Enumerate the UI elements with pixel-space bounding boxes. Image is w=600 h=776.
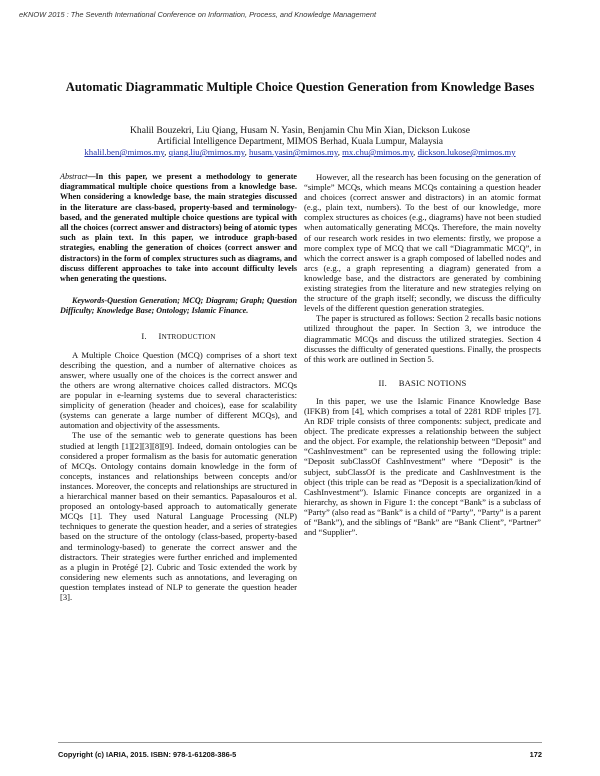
keywords: Keywords-Question Generation; MCQ; Diagram; Graph; Question Difficulty; Knowledge Base; Ontology; Islamic Finance. <box>60 296 297 316</box>
left-column <box>60 172 297 602</box>
section-heading-introduction <box>60 331 297 342</box>
body-paragraph: In this paper, we use the Islamic Finance Knowledge Base (IFKB) from [4], which comprises a total of 2281 RDF triples [7]. An RDF triple consists of three components: subject, predicate and object. The predicate expresses a relationship between the subject and the object. For example, the relationship between “Deposit” and “CashInvestment” can be represented using the following triple: “Deposit subClassOf CashInvestment” where “Deposit” is the subject, subClassOf is the predicate and CashInvestment is the object (this triple can be read as “Deposit is a specialization/kind of CashInvestment”). Islamic Finance concepts are organized in a hierarchy, as shown in Figure 1: the concept “Bank” is a subclass of “Party” (also read as “Bank” is a child of “Party”, “Party” is a parent of “Bank”), and the siblings of “Bank” are “Bank Client”, “Partner” and “Supplier”. <box>304 395 541 538</box>
page-number: 172 <box>529 750 542 759</box>
body-paragraph: The paper is structured as follows: Section 2 recalls basic notions utilized throughout the paper. In Section 3, we introduce the diagrammatic MCQs and discuss the utilized strategies. Section 4 discusses the difficulty of generated questions. Finally, the prospects of this work are outlined in Section 5. <box>304 313 541 364</box>
conference-header: eKNOW 2015 : The Seventh International Conference on Information, Process, and Knowledge Management <box>19 10 377 19</box>
paper-title: Automatic Diagrammatic Multiple Choice Question Generation from Knowledge Bases <box>65 80 535 94</box>
email-link[interactable]: husam.yasin@mimos.my <box>249 147 338 157</box>
body-paragraph: However, all the research has been focusing on the generation of “simple” MCQs, which means MCQs containing a question header and choices (correct answer and distractors) in an atomic format (e.g., plain text, numbers). To the best of our knowledge, more complex structures as choices (e.g., diagrams) have not been studied when automatically generating MCQs. Therefore, the main novelty of our research work resides in two elements: firstly, we propose a more complex type of MCQ that we call “Diagrammatic MCQ”, in which the correct answer is a graph composed of labelled nodes and arcs (e.g., a graph representing a diagram) generated from a knowledge base, and the distractors are generated by combining existing strategies from the literature and new strategies relying on the structure of the graph itself; secondly, we discuss the difficulty levels of the different question generation strategies. <box>304 172 541 314</box>
abstract <box>60 172 297 284</box>
section-heading-basic-notions <box>304 378 541 388</box>
section-initial: I <box>158 330 162 341</box>
section-title-rest: NTRODUCTION <box>161 332 216 341</box>
section-number: I. <box>141 330 147 341</box>
body-paragraph: A Multiple Choice Question (MCQ) comprises of a short text describing the question, and a number of alternative choices as answer, where usually one of the choices is the correct answer and the others are wrong alternative choices called distractors. MCQs are popular in e-learning systems due to several characteristics: simplicity of generation (header and choices), ease for scalability (systems can generate a large number of different MCQs), and automation and objectivity of the assessments. <box>60 349 297 431</box>
footer-rule <box>58 742 542 743</box>
abstract-label: Abstract <box>60 172 88 181</box>
affiliation: Artificial Intelligence Department, MIMOS Berhad, Kuala Lumpur, Malaysia <box>157 136 443 146</box>
section-title: BASIC NOTIONS <box>398 377 467 388</box>
email-link[interactable]: khalil.ben@mimos.my <box>84 147 165 157</box>
body-paragraph: The use of the semantic web to generate questions has been studied at length [1][2][3][8][9]. Indeed, domain ontologies can be considered a proper formalism as the basis for automatic generation of MCQs. Ontology contains domain knowledge in the form of concepts, instances and relationships between concepts and/or instances. Moreover, the concepts and relationships are structured in a hierarchical manner based on their semantics. Papasalouros et al. proposed an ontology-based approach to automatically generate MCQs [1]. They used Natural Language Processing (NLP) techniques to generate the question header, and a series of strategies based on the structure of the ontology (class-based, property-based and terminology-based) to generate the correct answer and the distractors. Their strategies were further enriched and implemented as a plugin in Protégé [2]. Cubric and Tosic extended the work by considering new elements such as annotations, and leveraging on question templates instead of NLP to generate the question header [3]. <box>60 430 297 602</box>
abstract-text: —In this paper, we present a methodology to generate diagrammatical multiple choice questions from a knowledge base. When considering a knowledge base, the main strategies discussed in the literature are class-based, property-based and terminology-based, and the generated multiple choice questions are typical with all the choices (correct answer and distractors) being of atomic types such as plain text. In this paper, we introduce graph-based strategies, enabling the generation of choices (correct answer and distractors) in the form of complex structures such as diagrams, and discuss different approaches to take into account difficulty levels when generating the questions. <box>60 172 297 284</box>
copyright-isbn: Copyright (c) IARIA, 2015. ISBN: 978-1-61208-386-5 <box>58 750 237 759</box>
right-column <box>304 172 541 537</box>
author-block <box>40 125 560 158</box>
email-link[interactable]: dickson.lukose@mimos.my <box>417 147 516 157</box>
author-names: Khalil Bouzekri, Liu Qiang, Husam N. Yasin, Benjamin Chu Min Xian, Dickson Lukose <box>129 125 470 136</box>
email-link[interactable]: qiang.liu@mimos.my <box>168 147 245 157</box>
email-link[interactable]: mx.chu@mimos.my <box>342 147 414 157</box>
section-number: II. <box>378 377 387 388</box>
email-list: khalil.ben@mimos.my, qiang.liu@mimos.my, husam.yasin@mimos.my, mx.chu@mimos.my, dickson.lukose@mimos.my <box>84 147 516 157</box>
